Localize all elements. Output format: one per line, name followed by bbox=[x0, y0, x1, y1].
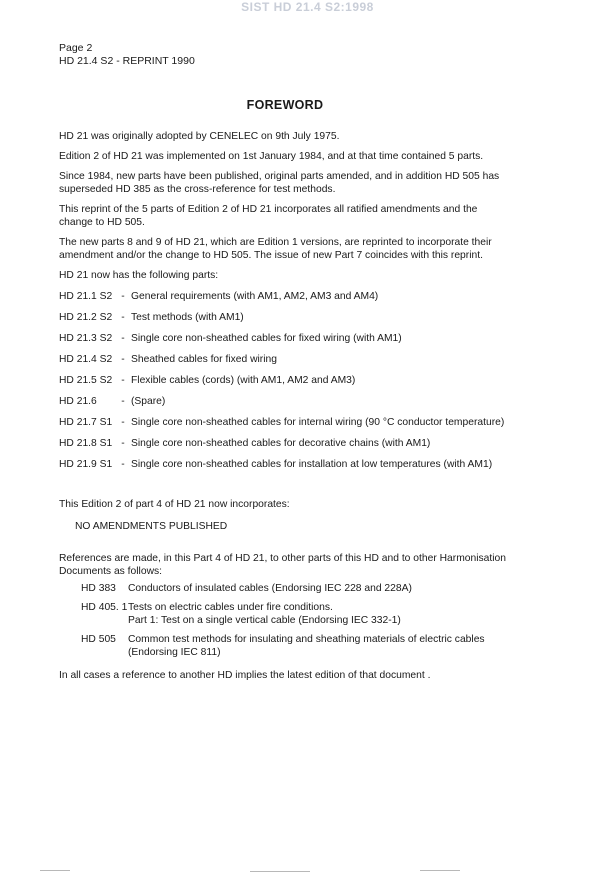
list-item: HD 21.1 S2 - General requirements (with AM1, AM2, AM3 and AM4) bbox=[59, 291, 379, 302]
paragraph: Edition 2 of HD 21 was implemented on 1st January 1984, and at that time contained 5 parts. bbox=[59, 151, 484, 162]
list-item: HD 21.4 S2 - Sheathed cables for fixed wiring bbox=[59, 354, 277, 365]
page-title: FOREWORD bbox=[246, 98, 324, 112]
no-amendments-text: NO AMENDMENTS PUBLISHED bbox=[75, 521, 228, 532]
reference-item: HD 405. 1 Tests on electric cables under fire conditions. Part 1: Test on a single vertical cable (Endorsing IEC 332-1) bbox=[81, 602, 401, 626]
document-id: HD 21.4 S2 - REPRINT 1990 bbox=[59, 55, 195, 67]
references-list bbox=[59, 582, 511, 659]
scan-artifact bbox=[420, 870, 460, 871]
paragraph: The new parts 8 and 9 of HD 21, which are Edition 1 versions, are reprinted to incorporate their amendment and/or the change to HD 505. The issue of new Part 7 coincides with this reprint. bbox=[59, 237, 492, 261]
list-item: HD 21.8 S1 - Single core non-sheathed cables for decorative chains (with AM1) bbox=[59, 438, 431, 449]
page-number: Page 2 bbox=[59, 42, 93, 54]
closing-paragraph: In all cases a reference to another HD implies the latest edition of that document . bbox=[59, 670, 431, 681]
list-item: HD 21.2 S2 - Test methods (with AM1) bbox=[59, 312, 244, 323]
parts-list bbox=[59, 290, 511, 471]
scan-artifact bbox=[250, 871, 310, 872]
paragraph: Since 1984, new parts have been published, original parts amended, and in addition HD 505 has superseded HD 385 as the cross-reference for test methods. bbox=[59, 171, 500, 195]
scan-artifact bbox=[40, 870, 70, 871]
watermark: SIST HD 21.4 S2:1998 bbox=[241, 0, 374, 14]
list-item: HD 21.3 S2 - Single core non-sheathed cables for fixed wiring (with AM1) bbox=[59, 333, 402, 344]
paragraph: This reprint of the 5 parts of Edition 2 of HD 21 incorporates all ratified amendments and the change to HD 505. bbox=[59, 204, 478, 228]
paragraph: HD 21 now has the following parts: bbox=[59, 270, 219, 281]
reference-item: HD 505 Common test methods for insulating and sheathing materials of electric cables (Endorsing IEC 811) bbox=[81, 634, 485, 658]
page-header bbox=[59, 42, 195, 68]
list-item: HD 21.5 S2 - Flexible cables (cords) (with AM1, AM2 and AM3) bbox=[59, 375, 356, 386]
references-intro: References are made, in this Part 4 of HD 21, to other parts of this HD and to other Harmonisation Documents as follows: bbox=[59, 553, 506, 577]
edition-intro: This Edition 2 of part 4 of HD 21 now incorporates: bbox=[59, 499, 290, 510]
paragraph: HD 21 was originally adopted by CENELEC on 9th July 1975. bbox=[59, 131, 340, 142]
list-item: HD 21.6 - (Spare) bbox=[59, 396, 166, 407]
document-body bbox=[59, 130, 511, 682]
reference-item: HD 383 Conductors of insulated cables (Endorsing IEC 228 and 228A) bbox=[81, 583, 412, 594]
list-item: HD 21.9 S1 - Single core non-sheathed cables for installation at low temperatures (with AM1) bbox=[59, 459, 493, 470]
list-item: HD 21.7 S1 - Single core non-sheathed cables for internal wiring (90 °C conductor temperature) bbox=[59, 417, 505, 428]
